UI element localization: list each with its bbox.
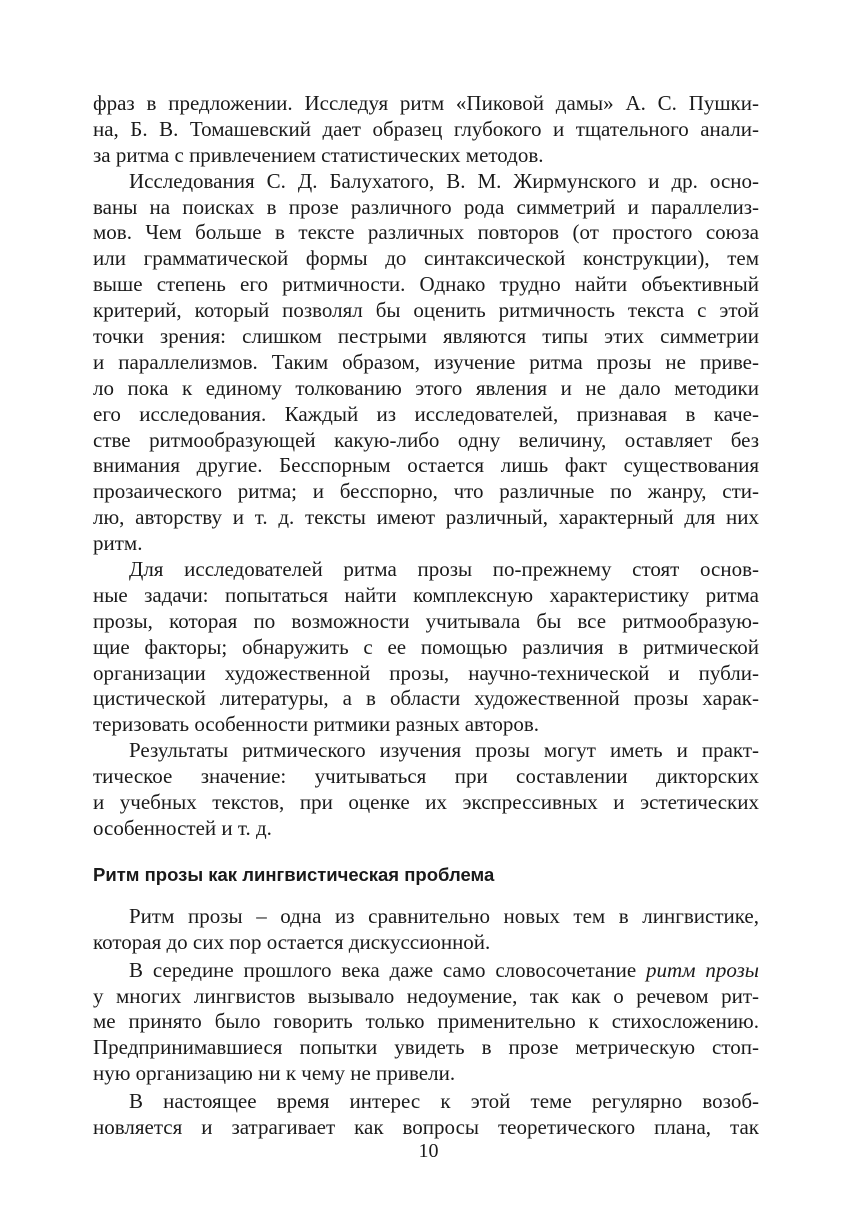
paragraph	[93, 738, 759, 842]
text-line: точки зрения: слишком пестрыми являются типы этих симметрии	[93, 324, 759, 349]
text-line: выше степень его ритмичности. Однако трудно найти объективный	[93, 272, 759, 297]
text-line: Для исследователей ритма прозы по-прежнему стоят основ-	[129, 557, 759, 582]
text-line: организации художественной прозы, научно-технической и публи-	[93, 660, 759, 685]
italic-term: ритм прозы	[645, 957, 759, 982]
text-line: внимания другие. Бесспорным остается лишь факт существования	[93, 453, 759, 478]
text-line: прозаического ритма; и бесспорно, что различные по жанру, сти-	[93, 479, 759, 504]
text-line: ную организацию ни к чему не привели.	[93, 1061, 456, 1086]
text-line: стве ритмообразующей какую-либо одну величину, оставляет без	[93, 427, 759, 452]
text-line: за ритма с привлечением статистических методов.	[93, 142, 544, 167]
paragraph	[93, 557, 759, 738]
text-line: ваны на поисках в прозе различного рода симметрий и параллелиз-	[93, 194, 759, 219]
text-line: В настоящее время интерес к этой теме регулярно возоб-	[129, 1089, 759, 1114]
paragraph	[93, 958, 759, 1087]
text-line: щие факторы; обнаружить с ее помощью различия в ритмической	[93, 634, 759, 659]
text-line: новляется и затрагивает как вопросы теоретического плана, так	[93, 1114, 759, 1139]
page-body	[93, 91, 759, 1141]
text-line: Предпринимавшиеся попытки увидеть в прозе метрическую стоп-	[93, 1035, 759, 1060]
text-line: прозы, которая по возможности учитывала бы все ритмообразую-	[93, 608, 759, 633]
text-line: цистической литературы, а в области художественной прозы харак-	[93, 686, 759, 711]
text-line: ло пока к единому толкованию этого явления и не дало методики	[93, 375, 759, 400]
text-line: мов. Чем больше в тексте различных повторов (от простого союза	[93, 220, 759, 245]
paragraph	[93, 904, 759, 956]
text-line	[93, 958, 759, 984]
text-line: особенностей и т. д.	[93, 815, 272, 840]
text-line: и параллелизмов. Таким образом, изучение ритма прозы не приве-	[93, 349, 759, 374]
text-line: его исследования. Каждый из исследователей, признавая в каче-	[93, 401, 759, 426]
text-line: теризовать особенности ритмики разных авторов.	[93, 712, 540, 737]
text-line: лю, авторству и т. д. тексты имеют различный, характерный для них	[93, 505, 759, 530]
text-line: у многих лингвистов вызывало недоумение, так как о речевом рит-	[93, 983, 759, 1008]
text-line: ритм.	[93, 531, 143, 556]
paragraph	[93, 1089, 759, 1141]
text-line: Результаты ритмического изучения прозы могут иметь и практ-	[129, 738, 759, 763]
section-heading: Ритм прозы как лингвистическая проблема	[93, 863, 495, 885]
text-line: тическое значение: учитываться при составлении дикторских	[93, 764, 759, 789]
text-line: ме принято было говорить только применительно к стихосложению.	[93, 1009, 759, 1034]
text-line: и учебных текстов, при оценке их экспрессивных и эстетических	[93, 790, 759, 815]
text-line: на, Б. В. Томашевский дает образец глубокого и тщательного анали-	[93, 116, 759, 141]
text-line: Ритм прозы – одна из сравнительно новых тем в лингвистике,	[129, 903, 759, 928]
paragraph	[93, 169, 759, 557]
text-line: Исследования С. Д. Балухатого, В. М. Жирмунского и др. осно-	[129, 168, 759, 193]
text-span: В середине прошлого века даже само словосочетание	[129, 957, 646, 982]
text-line: фраз в предложении. Исследуя ритм «Пиковой дамы» А. С. Пушки-	[93, 91, 759, 115]
text-line: которая до сих пор остается дискуссионной.	[93, 929, 491, 954]
text-line: критерий, который позволял бы оценить ритмичность текста с этой	[93, 298, 759, 323]
paragraph	[93, 91, 759, 169]
text-line: или грамматической формы до синтаксической конструкции), тем	[93, 246, 759, 271]
text-line: ные задачи: попытаться найти комплексную характеристику ритма	[93, 582, 759, 607]
page-number: 10	[418, 1140, 439, 1162]
